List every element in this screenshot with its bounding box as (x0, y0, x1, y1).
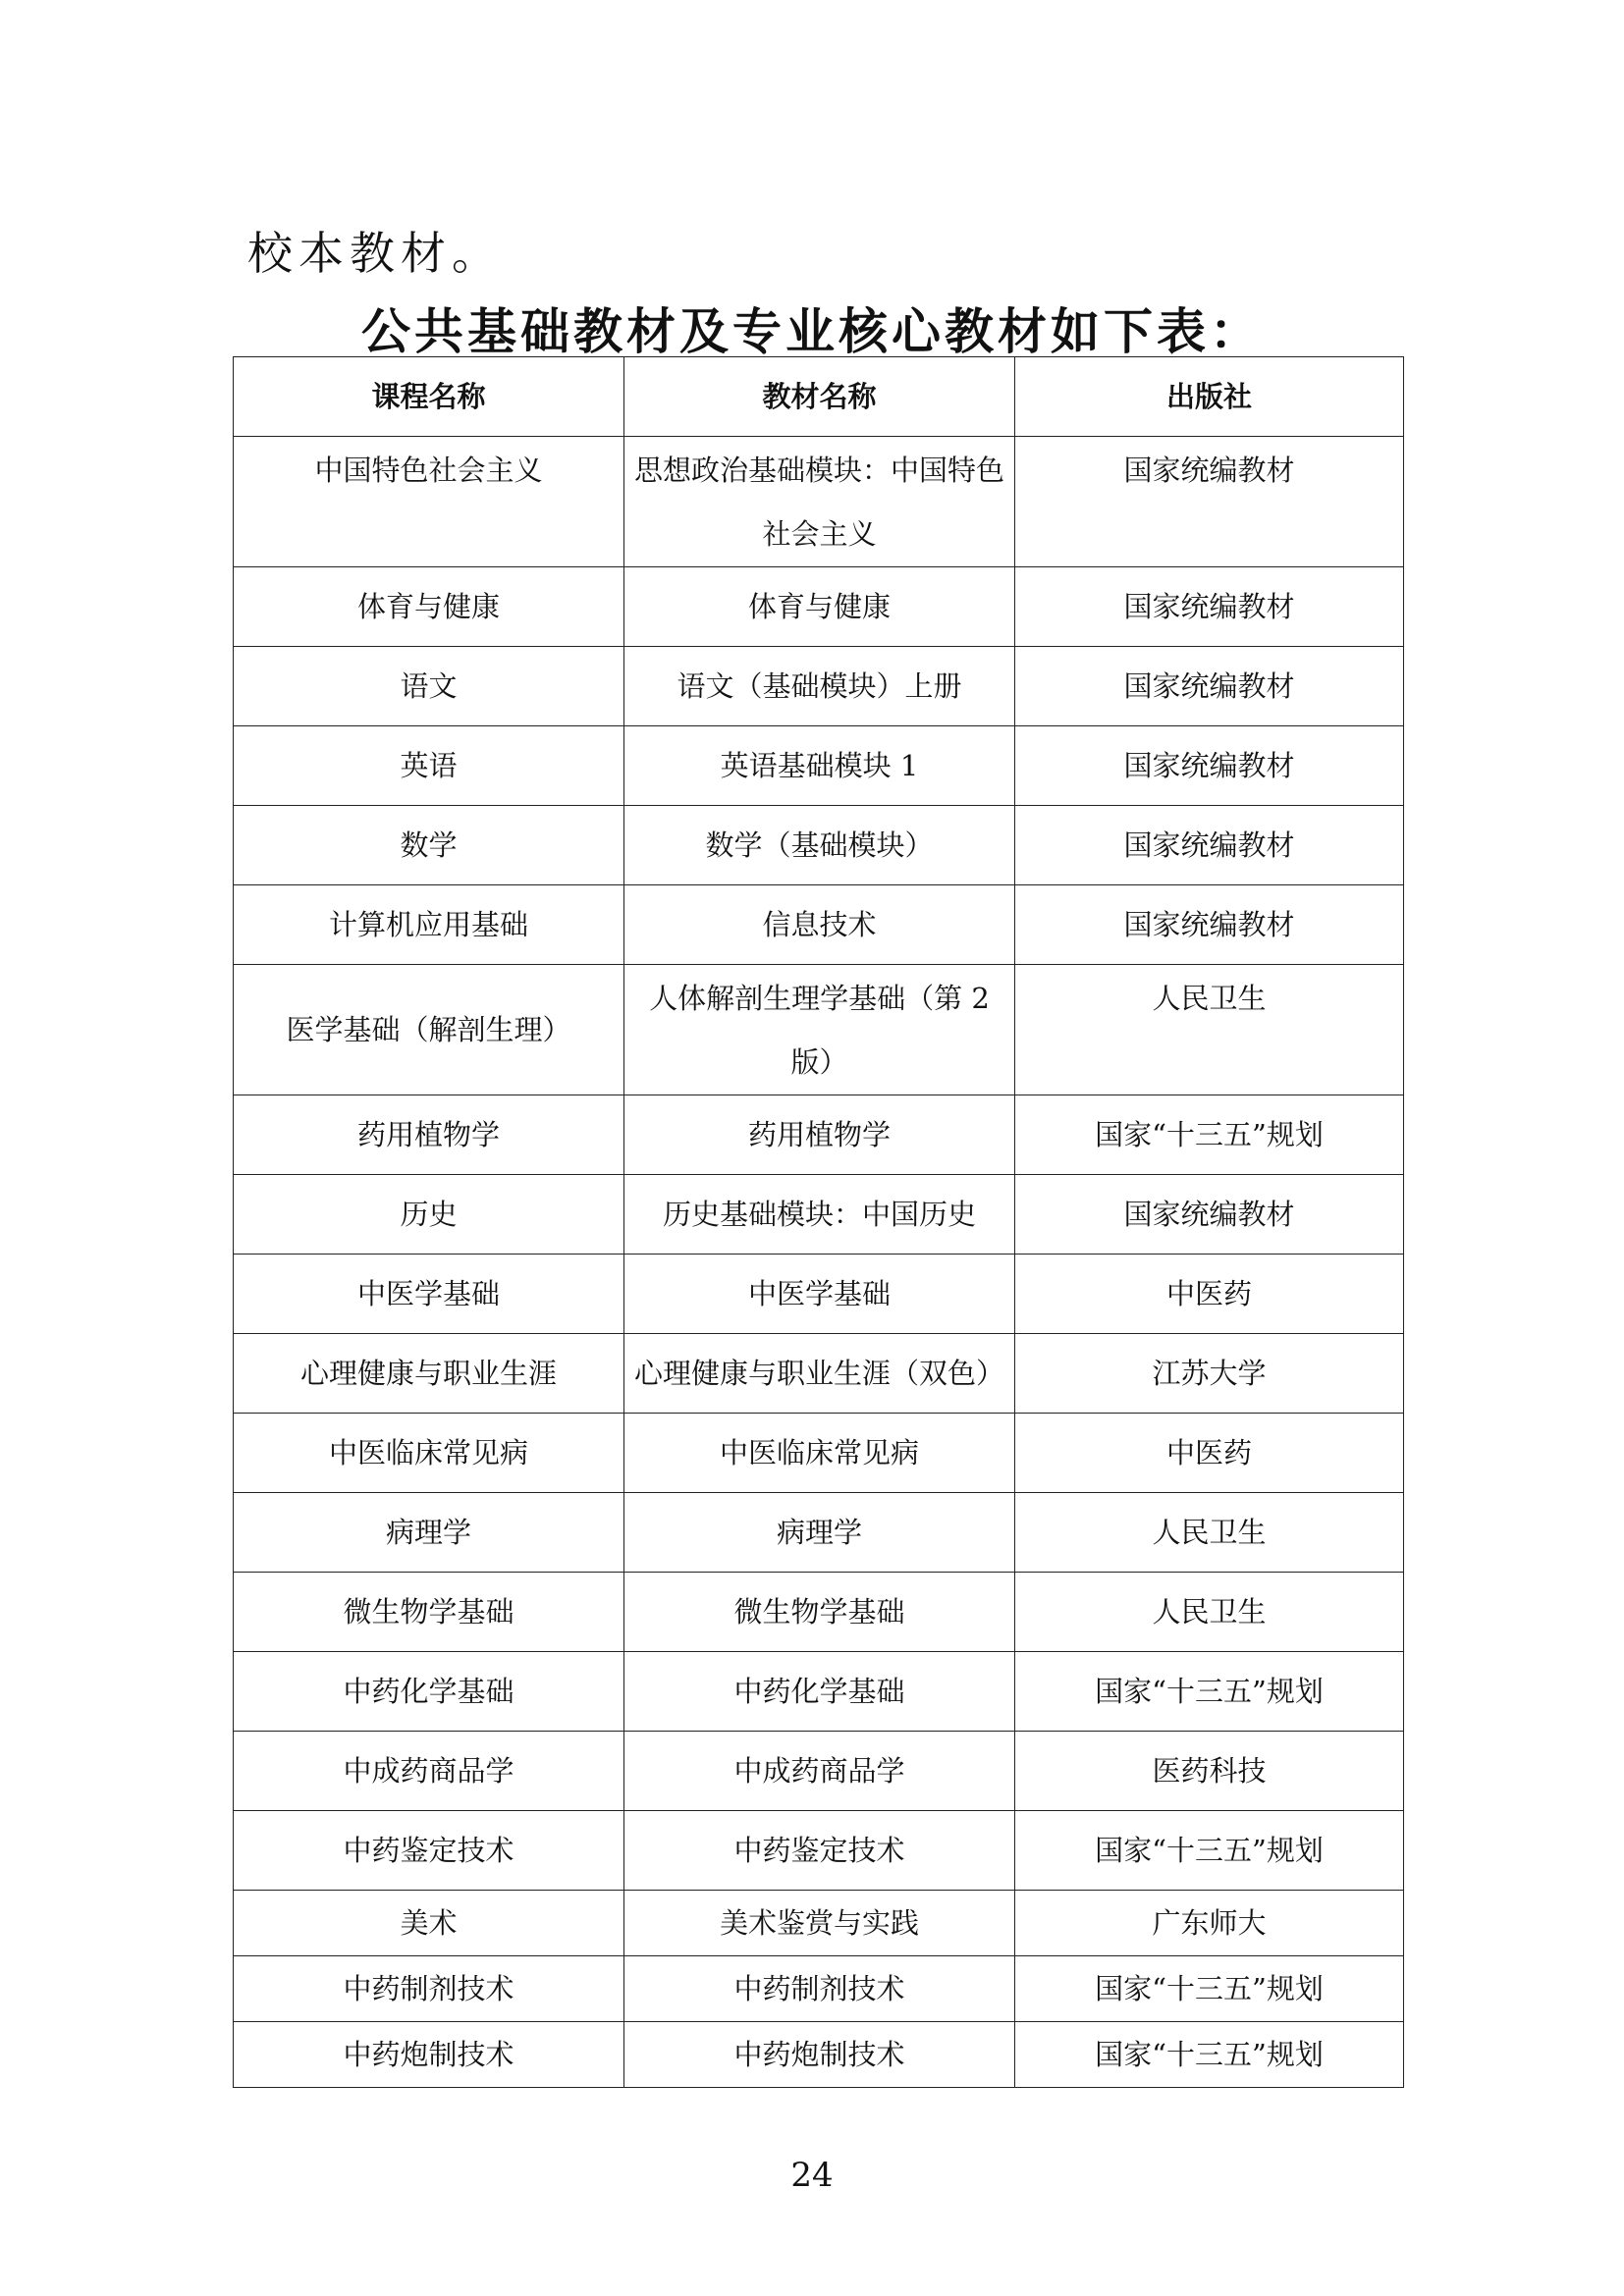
table-row (234, 647, 1404, 726)
cell-publisher: 国家“十三五”规划 (1015, 1811, 1404, 1891)
table-row (234, 726, 1404, 806)
cell-textbook: 药用植物学 (624, 1095, 1015, 1175)
table-row (234, 1255, 1404, 1334)
cell-publisher: 国家“十三五”规划 (1015, 1095, 1404, 1175)
table-row (234, 1095, 1404, 1175)
table-row (234, 1175, 1404, 1255)
table-row (234, 885, 1404, 965)
page-number: 24 (790, 2156, 834, 2195)
cell-textbook: 美术鉴赏与实践 (624, 1891, 1015, 1956)
cell-publisher: 中医药 (1015, 1414, 1404, 1493)
cell-textbook: 中药化学基础 (624, 1652, 1015, 1732)
cell-publisher: 国家统编教材 (1015, 1175, 1404, 1255)
cell-course: 药用植物学 (234, 1095, 624, 1175)
cell-course: 中国特色社会主义 (234, 437, 624, 567)
cell-publisher: 国家“十三五”规划 (1015, 1652, 1404, 1732)
textbook-table (233, 356, 1404, 2088)
cell-textbook: 心理健康与职业生涯（双色） (624, 1334, 1015, 1414)
cell-course: 心理健康与职业生涯 (234, 1334, 624, 1414)
cell-textbook: 语文（基础模块）上册 (624, 647, 1015, 726)
cell-publisher: 国家统编教材 (1015, 726, 1404, 806)
cell-textbook: 英语基础模块 1 (624, 726, 1015, 806)
cell-course: 中药化学基础 (234, 1652, 624, 1732)
cell-textbook: 中药鉴定技术 (624, 1811, 1015, 1891)
cell-textbook: 体育与健康 (624, 567, 1015, 647)
cell-publisher: 国家统编教材 (1015, 567, 1404, 647)
table-row (234, 437, 1404, 567)
cell-course: 中医学基础 (234, 1255, 624, 1334)
header-course: 课程名称 (234, 357, 624, 437)
cell-course: 中药制剂技术 (234, 1956, 624, 2022)
cell-course: 中成药商品学 (234, 1732, 624, 1811)
table-row (234, 567, 1404, 647)
cell-publisher: 国家统编教材 (1015, 806, 1404, 885)
cell-course: 体育与健康 (234, 567, 624, 647)
cell-textbook: 中医临床常见病 (624, 1414, 1015, 1493)
cell-publisher: 医药科技 (1015, 1732, 1404, 1811)
table-row (234, 1891, 1404, 1956)
cell-publisher: 国家统编教材 (1015, 885, 1404, 965)
table-header-row (234, 357, 1404, 437)
cell-textbook: 中药制剂技术 (624, 1956, 1015, 2022)
cell-textbook: 病理学 (624, 1493, 1015, 1573)
table-row (234, 1573, 1404, 1652)
cell-publisher: 广东师大 (1015, 1891, 1404, 1956)
cell-textbook: 数学（基础模块） (624, 806, 1015, 885)
intro-text: 校本教材。 (247, 227, 503, 280)
cell-publisher: 国家统编教材 (1015, 437, 1404, 567)
cell-course: 计算机应用基础 (234, 885, 624, 965)
cell-publisher: 国家“十三五”规划 (1015, 2022, 1404, 2088)
cell-publisher: 江苏大学 (1015, 1334, 1404, 1414)
cell-textbook: 微生物学基础 (624, 1573, 1015, 1652)
table-row (234, 806, 1404, 885)
table-row (234, 1334, 1404, 1414)
cell-course: 语文 (234, 647, 624, 726)
cell-course: 美术 (234, 1891, 624, 1956)
cell-publisher: 中医药 (1015, 1255, 1404, 1334)
cell-course: 微生物学基础 (234, 1573, 624, 1652)
table-row (234, 1414, 1404, 1493)
table-row (234, 1732, 1404, 1811)
cell-textbook: 中药炮制技术 (624, 2022, 1015, 2088)
cell-textbook: 人体解剖生理学基础（第 2 版） (624, 965, 1015, 1095)
table-row (234, 1493, 1404, 1573)
page-title: 公共基础教材及专业核心教材如下表： (361, 303, 1263, 360)
cell-textbook: 思想政治基础模块：中国特色社会主义 (624, 437, 1015, 567)
cell-textbook: 历史基础模块：中国历史 (624, 1175, 1015, 1255)
cell-course: 数学 (234, 806, 624, 885)
table-row (234, 1652, 1404, 1732)
header-textbook: 教材名称 (624, 357, 1015, 437)
cell-publisher: 人民卫生 (1015, 1573, 1404, 1652)
cell-publisher: 国家统编教材 (1015, 647, 1404, 726)
table-row (234, 965, 1404, 1095)
cell-textbook: 信息技术 (624, 885, 1015, 965)
table-row (234, 1956, 1404, 2022)
cell-course: 中药炮制技术 (234, 2022, 624, 2088)
cell-textbook: 中医学基础 (624, 1255, 1015, 1334)
cell-publisher: 人民卫生 (1015, 1493, 1404, 1573)
cell-course: 医学基础（解剖生理） (234, 965, 624, 1095)
cell-publisher: 人民卫生 (1015, 965, 1404, 1095)
header-publisher: 出版社 (1015, 357, 1404, 437)
cell-course: 历史 (234, 1175, 624, 1255)
cell-textbook: 中成药商品学 (624, 1732, 1015, 1811)
cell-course: 病理学 (234, 1493, 624, 1573)
cell-course: 中药鉴定技术 (234, 1811, 624, 1891)
table-row (234, 1811, 1404, 1891)
cell-course: 中医临床常见病 (234, 1414, 624, 1493)
table-row (234, 2022, 1404, 2088)
cell-course: 英语 (234, 726, 624, 806)
cell-publisher: 国家“十三五”规划 (1015, 1956, 1404, 2022)
